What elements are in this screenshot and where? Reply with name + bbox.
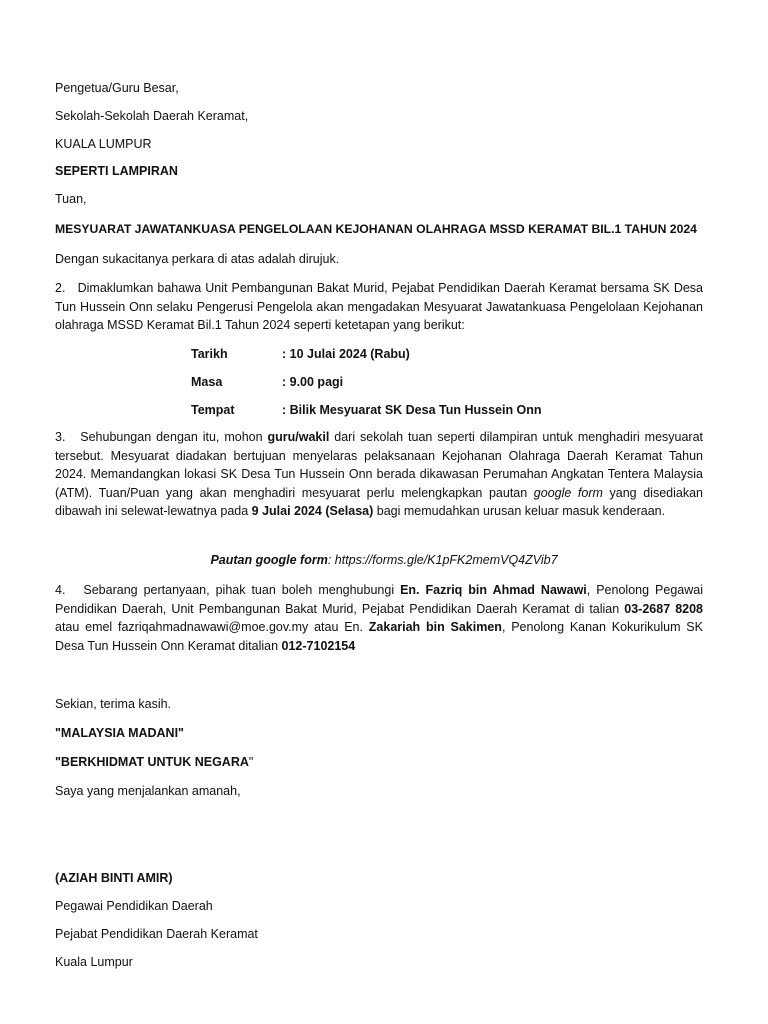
signatory-city: Kuala Lumpur (55, 955, 133, 969)
salutation: Tuan, (55, 192, 87, 206)
google-form-link-line (0, 551, 768, 569)
motto-berkhidmat-end-quote: " (248, 755, 254, 769)
signatory-title: Pegawai Pendidikan Daerah (55, 899, 213, 913)
closing-trust: Saya yang menjalankan amanah, (55, 784, 241, 798)
opening-sentence: Dengan sukacitanya perkara di atas adalah dirujuk. (55, 252, 340, 266)
paragraph-4-text-1: Sebarang pertanyaan, pihak tuan boleh menghubungi (83, 583, 401, 597)
paragraph-3-bold-1: guru/wakil (267, 430, 330, 444)
motto-berkhidmat-text: "BERKHIDMAT UNTUK NEGARA (55, 755, 249, 769)
schedule-time-label: Masa (191, 375, 223, 389)
paragraph-4-text-3: atau emel fazriqahmadnawawi@moe.gov.my atau En. (55, 620, 369, 634)
paragraph-3-text-2: dari sekolah tuan seperti dilampiran untuk menghadiri mesyuarat tersebut. Mesyuarat diadakan bertujuan menyelaras pelaksanaan Kejohanan Olahraga Daerah Keramat Tahun 2024. Memandangkan lokasi SK Desa Tun Hussein Onn berada dikawasan Perumahan Angkatan Tentera Malaysia (ATM). Tuan/Puan yang akan menghadiri mesyuarat perlu melengkapkan pautan (55, 430, 704, 500)
paragraph-3-bold-2: 9 Julai 2024 (Selasa) (251, 504, 374, 518)
signatory-office: Pejabat Pendidikan Daerah Keramat (55, 927, 258, 941)
paragraph-4-number: 4. (55, 583, 66, 597)
paragraph-3-text-3: yang disediakan dibawah ini selewat-lewatnya pada (55, 485, 703, 518)
motto-berkhidmat (55, 753, 253, 771)
recipient-line-1: Pengetua/Guru Besar, (55, 81, 179, 95)
paragraph-4-bold-2: 03-2687 8208 (624, 601, 703, 616)
paragraph-2-number: 2. (55, 281, 66, 295)
paragraph-3 (55, 428, 703, 521)
schedule-time-value: : 9.00 pagi (282, 375, 344, 389)
paragraph-4-bold-1: En. Fazriq bin Ahmad Nawawi (400, 583, 587, 597)
schedule-place-label: Tempat (191, 403, 235, 417)
paragraph-3-text-4: bagi memudahkan urusan keluar masuk kenderaan. (373, 504, 666, 518)
paragraph-4-bold-3: Zakariah bin Sakimen (368, 620, 502, 634)
recipient-line-4: SEPERTI LAMPIRAN (55, 164, 178, 178)
google-form-separator: : (327, 553, 335, 567)
paragraph-2 (55, 279, 703, 335)
closing-thanks: Sekian, terima kasih. (55, 697, 172, 711)
motto-malaysia-madani: "MALAYSIA MADANI" (55, 726, 184, 740)
google-form-url[interactable]: https://forms.gle/K1pFK2memVQ4ZVib7 (334, 553, 558, 567)
google-form-label: Pautan google form (210, 553, 328, 567)
paragraph-4-text-2: , Penolong Pegawai Pendidikan Daerah, Unit Pembangunan Bakat Murid, Pejabat Pendidikan Daerah Keramat di talian (55, 583, 703, 616)
paragraph-3-italic-1: google form (533, 485, 603, 500)
signatory-name: (AZIAH BINTI AMIR) (55, 871, 173, 885)
recipient-line-2: Sekolah-Sekolah Daerah Keramat, (55, 109, 249, 123)
recipient-line-3: KUALA LUMPUR (55, 137, 152, 151)
paragraph-3-text-1: Sehubungan dengan itu, mohon (80, 430, 268, 444)
paragraph-4-bold-4: 012-7102154 (281, 638, 356, 653)
paragraph-4-text-4: , Penolong Kanan Kokurikulum SK Desa Tun Hussein Onn Keramat ditalian (55, 620, 703, 653)
subject-heading: MESYUARAT JAWATANKUASA PENGELOLAAN KEJOHANAN OLAHRAGA MSSD KERAMAT BIL.1 TAHUN 2024 (55, 222, 697, 236)
schedule-date-value: : 10 Julai 2024 (Rabu) (282, 347, 410, 361)
paragraph-4 (55, 581, 703, 655)
schedule-place-value: : Bilik Mesyuarat SK Desa Tun Hussein Onn (282, 403, 542, 417)
paragraph-2-text: Dimaklumkan bahawa Unit Pembangunan Bakat Murid, Pejabat Pendidikan Daerah Keramat bersama SK Desa Tun Hussein Onn selaku Pengerusi Pengelola akan mengadakan Mesyuarat Jawatankuasa Pengelolaan Kejohanan olahraga MSSD Keramat Bil.1 Tahun 2024 seperti ketetapan yang berikut: (55, 281, 703, 332)
schedule-date-label: Tarikh (191, 347, 228, 361)
paragraph-3-number: 3. (55, 430, 66, 444)
